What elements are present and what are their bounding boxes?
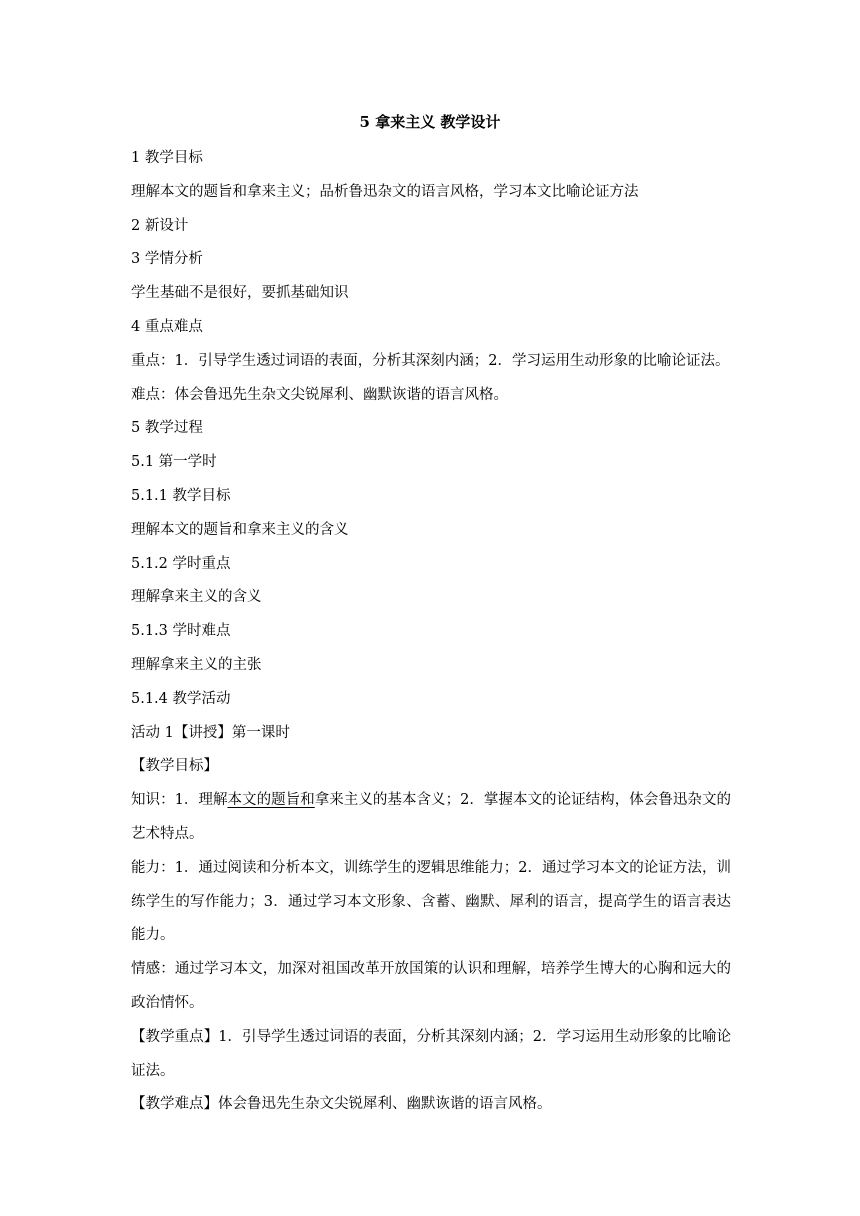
subsection-heading: 5.1.3 学时难点	[131, 623, 231, 640]
knowledge-paragraph	[131, 784, 731, 852]
paragraph: 理解拿来主义的含义	[131, 589, 262, 606]
section-heading: 5 教学过程	[131, 420, 203, 437]
emotion-paragraph: 情感：通过学习本文，加深对祖国改革开放国策的认识和理解，培养学生博大的心胸和远大的政治情怀。	[131, 961, 731, 1011]
ability-paragraph: 能力：1．通过阅读和分析本文，训练学生的逻辑思维能力；2．通过学习本文的论证方法，训练学生的写作能力；3．通过学习本文形象、含蓄、幽默、犀利的语言，提高学生的语言表达能力。	[131, 859, 731, 944]
knowledge-underlined: 本文的题旨和	[227, 792, 315, 809]
paragraph: 【教学目标】	[131, 758, 218, 775]
section-heading: 1 教学目标	[131, 150, 203, 166]
document-title: 5 拿来主义 教学设计	[359, 113, 501, 131]
paragraph: 难点：体会鲁迅先生杂文尖锐犀利、幽默诙谐的语言风格。	[131, 386, 508, 403]
key-points-paragraph: 【教学重点】1．引导学生透过词语的表面，分析其深刻内涵；2．学习运用生动形象的比喻论证法。	[131, 1028, 731, 1079]
paragraph: 理解本文的题旨和拿来主义；品析鲁迅杂文的语言风格，学习本文比喻论证方法	[131, 183, 639, 200]
subsection-heading: 5.1 第一学时	[131, 454, 217, 471]
paragraph: 活动 1【讲授】第一课时	[131, 724, 290, 741]
section-heading: 4 重点难点	[131, 318, 203, 335]
section-heading: 3 学情分析	[131, 251, 203, 268]
section-heading: 2 新设计	[131, 217, 189, 234]
difficulties-paragraph: 【教学难点】体会鲁迅先生杂文尖锐犀利、幽默诙谐的语言风格。	[131, 1096, 552, 1113]
paragraph: 理解拿来主义的主张	[131, 656, 262, 673]
subsection-heading: 5.1.1 教学目标	[131, 487, 231, 504]
paragraph: 学生基础不是很好，要抓基础知识	[131, 285, 349, 302]
paragraph: 重点：1．引导学生透过词语的表面，分析其深刻内涵；2．学习运用生动形象的比喻论证法。	[131, 352, 730, 369]
knowledge-post: 拿来主义的基本含义；2．掌握本文的论证结构，体会鲁迅杂文的艺术特点。	[131, 792, 731, 842]
knowledge-pre: 知识：1．理解	[131, 792, 228, 809]
subsection-heading: 5.1.2 学时重点	[131, 555, 231, 572]
subsection-heading: 5.1.4 教学活动	[131, 690, 231, 707]
paragraph: 理解本文的题旨和拿来主义的含义	[131, 521, 349, 538]
document-body	[131, 142, 731, 1122]
